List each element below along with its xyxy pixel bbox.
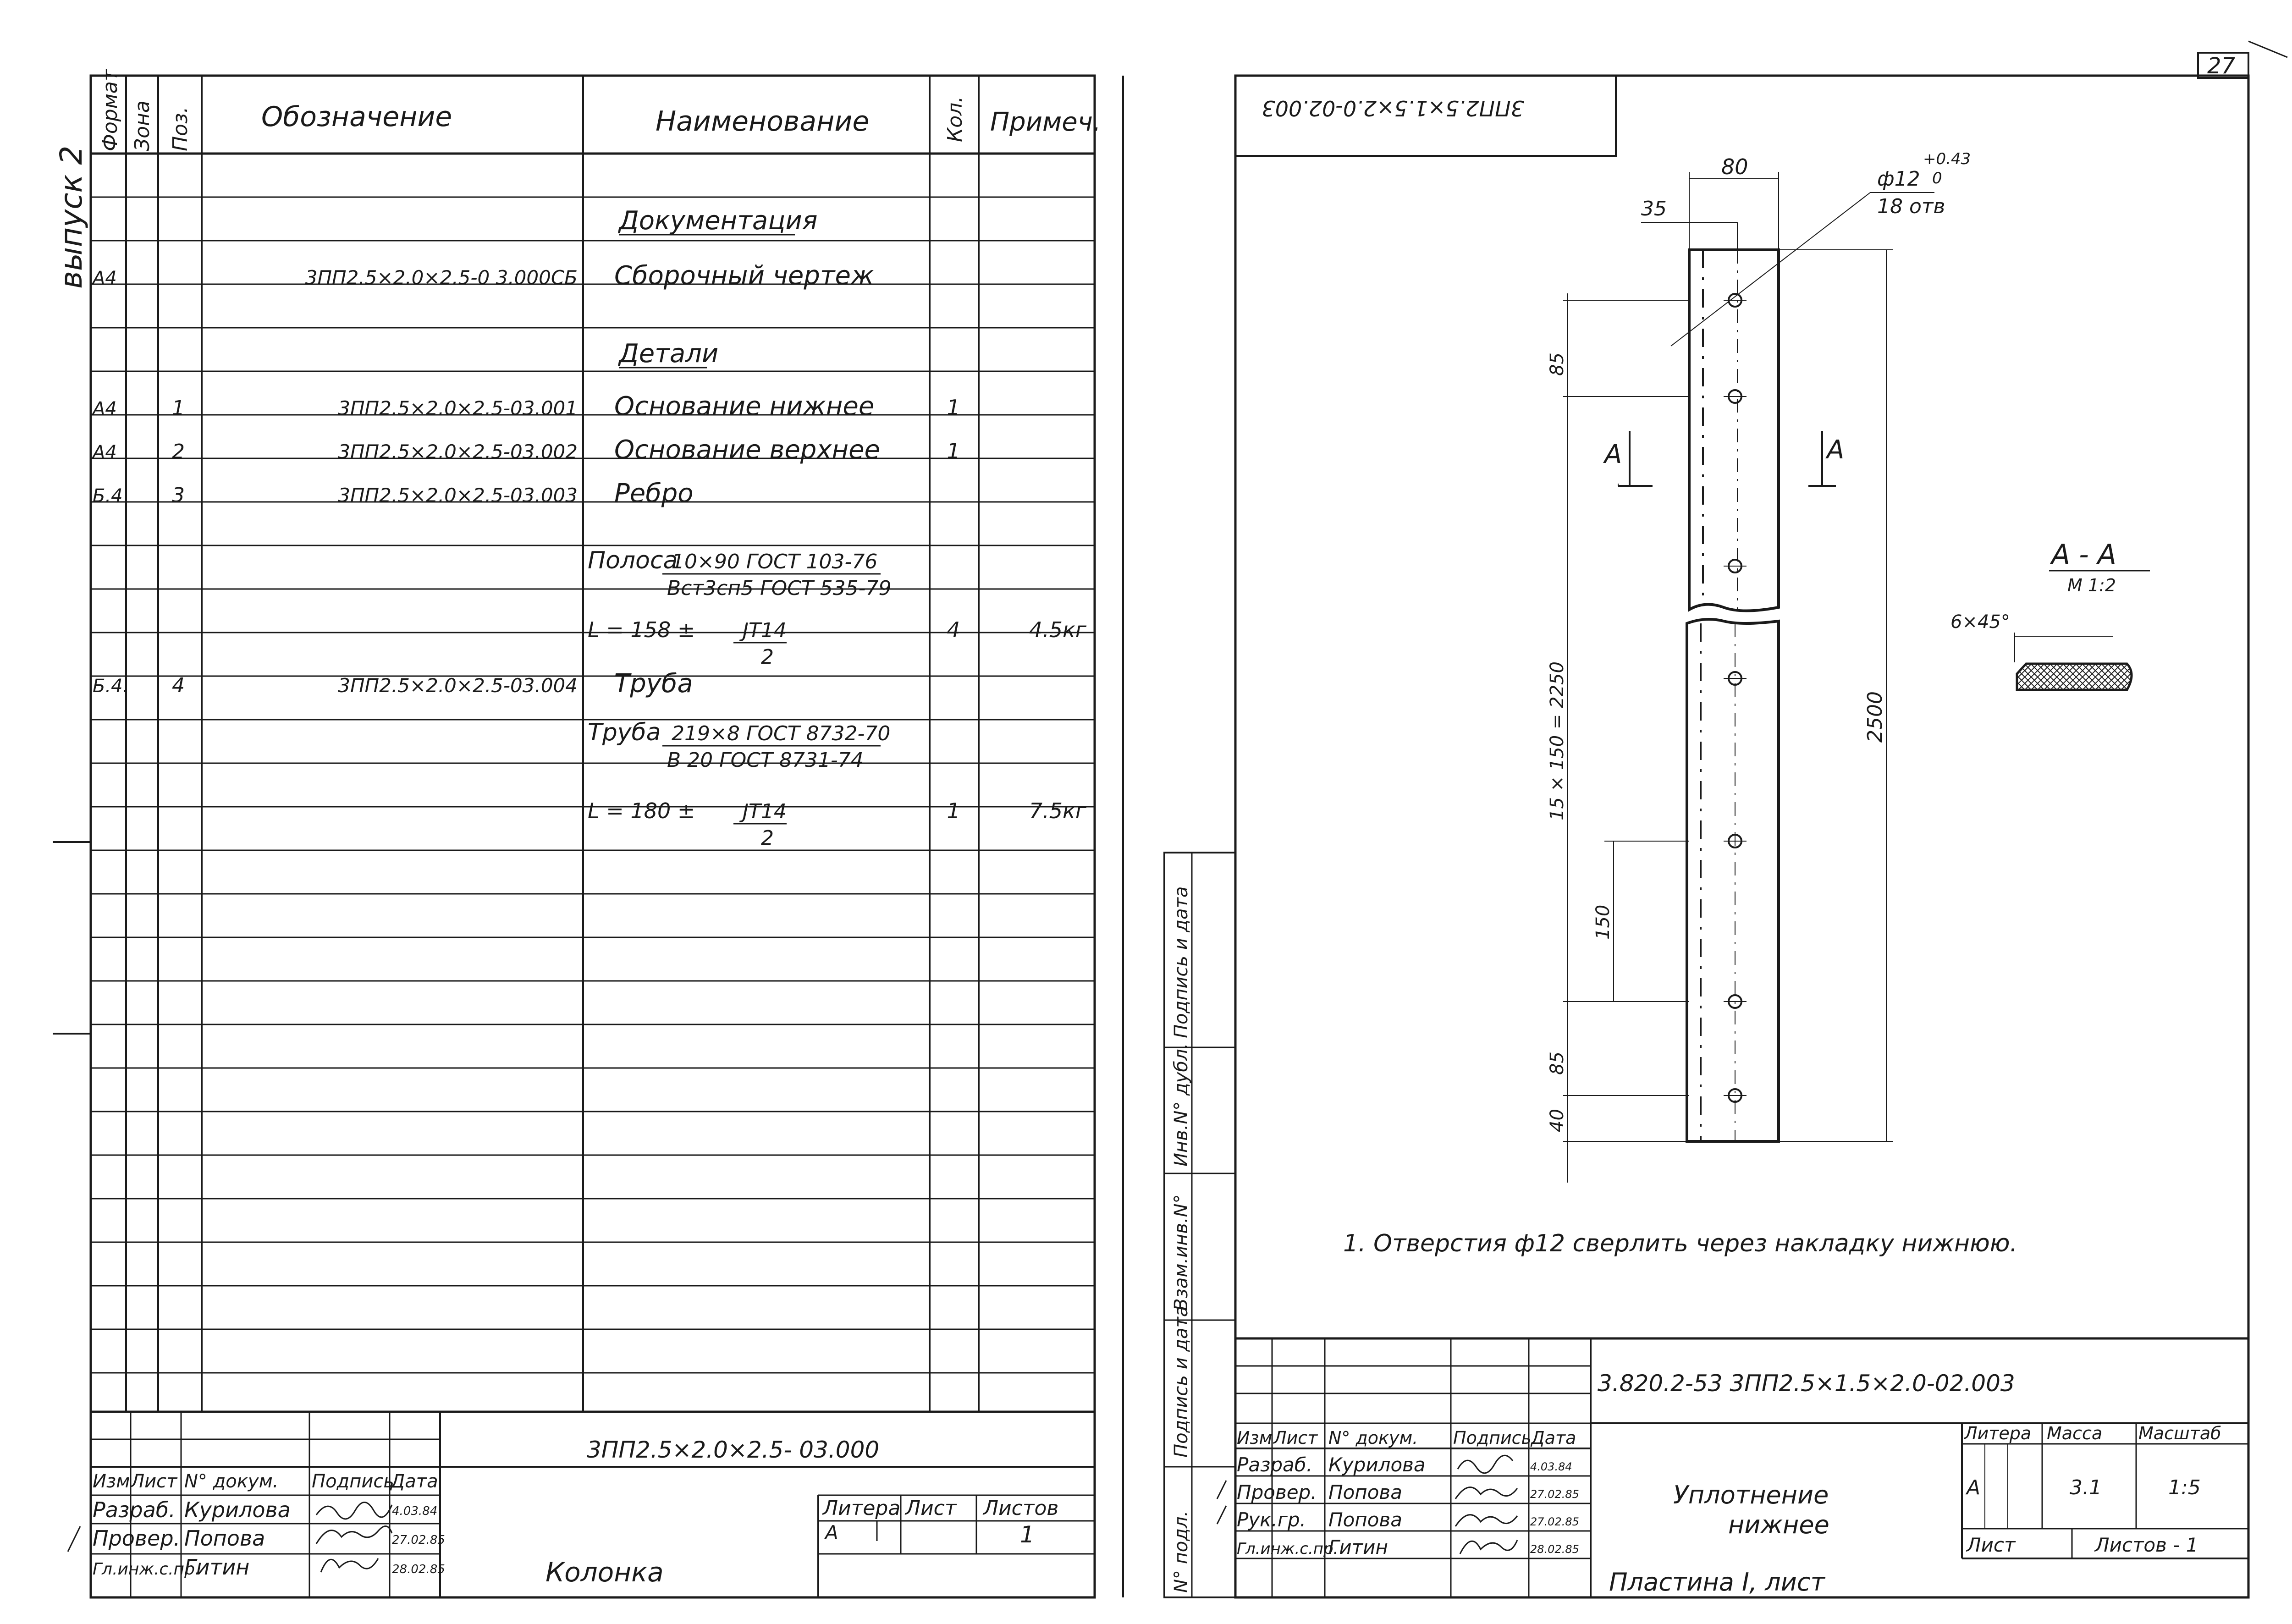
dim-pitch: 150 bbox=[1592, 904, 1614, 940]
cell-designation: 3ПП2.5×2.0×2.5-03.003 bbox=[338, 484, 578, 506]
spec-row bbox=[91, 391, 960, 421]
left-doc-code: 3ПП2.5×2.0×2.5- 03.000 bbox=[587, 1437, 880, 1463]
left-frame bbox=[91, 76, 1095, 1597]
cell-name-prefix: L = 180 ± bbox=[588, 798, 695, 823]
right-title-line2: нижнее bbox=[1728, 1510, 1829, 1539]
r-date-chief: 28.02.85 bbox=[1530, 1543, 1579, 1556]
cell-name: Сборочный чертеж bbox=[614, 261, 874, 291]
r-name-chief: Гитин bbox=[1328, 1536, 1388, 1558]
left-litera-value: А bbox=[825, 1521, 838, 1544]
date-chief-engineer: 28.02.85 bbox=[392, 1563, 445, 1576]
cell-name-prefix: Труба bbox=[588, 719, 661, 746]
date-developer: 4.03.84 bbox=[392, 1504, 438, 1518]
cell-designation: 3ПП2.5×2.0×2.5-0 3.000СБ bbox=[305, 266, 578, 289]
spec-row bbox=[588, 617, 1087, 669]
side-label-repl-inv: Взам.инв.N° bbox=[1171, 1194, 1192, 1311]
signature-developer bbox=[316, 1503, 392, 1519]
fraction-bottom: Вст3сп5 ГОСТ 535-79 bbox=[667, 577, 892, 600]
r-role-developer: Разраб. bbox=[1237, 1453, 1313, 1476]
left-title: Колонка bbox=[545, 1557, 664, 1588]
side-label-dup-inv: Инв.N° дубл. bbox=[1171, 1043, 1192, 1167]
label-litera: Литера bbox=[823, 1497, 901, 1520]
r-label-date: Дата bbox=[1531, 1428, 1576, 1448]
cell-position: 4 bbox=[172, 674, 185, 697]
cell-qty: 4 bbox=[947, 617, 960, 642]
left-title-block bbox=[68, 1412, 1095, 1597]
label-list: Лист bbox=[131, 1471, 177, 1492]
cell-note: 7.5кг bbox=[1029, 798, 1086, 823]
holes bbox=[1724, 294, 1747, 1102]
r-label-doc-num: N° докум. bbox=[1328, 1428, 1418, 1448]
dim-top-offset: 85 bbox=[1547, 352, 1568, 376]
r-label-scale: Масштаб bbox=[2138, 1423, 2221, 1443]
side-label-issue: выпуск 2 bbox=[54, 145, 89, 289]
side-label-orig-inv: N° подл. bbox=[1171, 1510, 1192, 1593]
cell-designation: 3ПП2.5×2.0×2.5-03.002 bbox=[338, 440, 578, 463]
side-label-sign-date-1: Подпись и дата bbox=[1171, 886, 1192, 1038]
cell-qty: 1 bbox=[947, 439, 960, 463]
date-checker: 27.02.85 bbox=[392, 1533, 445, 1547]
header-note: Примеч. bbox=[990, 107, 1101, 137]
mirrored-stamp-code: 3ПП2.5×1.5×2.0-02.003 bbox=[1262, 96, 1524, 121]
cell-name: Детали bbox=[619, 339, 719, 369]
r-label-izm: Изм bbox=[1237, 1428, 1273, 1448]
r-role-chief: Гл.инж.с.пр. bbox=[1237, 1540, 1339, 1558]
header-zone: Зона bbox=[131, 100, 154, 151]
spec-row bbox=[93, 669, 693, 699]
cell-qty: 1 bbox=[947, 798, 960, 823]
cell-format: А4 bbox=[93, 442, 117, 463]
cell-name-prefix: L = 158 ± bbox=[588, 617, 695, 642]
r-date-developer: 4.03.84 bbox=[1530, 1460, 1572, 1473]
r-litera-value: А bbox=[1967, 1476, 1981, 1499]
label-signature: Подпись bbox=[312, 1471, 394, 1492]
section-mark-left: А bbox=[1604, 440, 1622, 469]
cell-qty: 1 bbox=[947, 395, 960, 420]
cell-position: 2 bbox=[172, 440, 185, 463]
fraction-top: JT14 bbox=[743, 800, 787, 823]
role-checker: Провер. bbox=[93, 1526, 181, 1551]
dim-bottom-edge: 40 bbox=[1547, 1109, 1568, 1132]
r-label-mass: Масса bbox=[2047, 1423, 2103, 1443]
r-role-group-lead: Рук.гр. bbox=[1237, 1508, 1306, 1531]
right-frame bbox=[1235, 76, 2248, 1597]
cell-name: Труба bbox=[614, 669, 693, 699]
drawing-note: 1. Отверстия ф12 сверлить через накладку нижнюю. bbox=[1343, 1230, 2018, 1257]
spec-row bbox=[91, 435, 960, 465]
spec-row bbox=[617, 206, 817, 236]
left-sheet bbox=[53, 69, 1101, 1597]
r-label-sheets: Листов - 1 bbox=[2095, 1534, 2198, 1556]
header-name: Наименование bbox=[656, 105, 870, 138]
r-name-group-lead: Попова bbox=[1328, 1508, 1402, 1531]
r-signature-group-lead bbox=[1455, 1515, 1517, 1526]
dim-width: 80 bbox=[1721, 154, 1748, 179]
right-subtitle: Пластина I, лист bbox=[1609, 1568, 1825, 1596]
fraction-top: 219×8 ГОСТ 8732-70 bbox=[672, 722, 891, 745]
name-checker: Попова bbox=[184, 1526, 265, 1551]
label-sheet: Лист bbox=[905, 1497, 957, 1520]
dim-pitch-total: 15 × 150 = 2250 bbox=[1547, 661, 1568, 820]
cell-name: Основание верхнее bbox=[614, 435, 880, 465]
right-side-stamp bbox=[1164, 853, 1235, 1597]
r-mass-value: 3.1 bbox=[2070, 1476, 2102, 1499]
dim-bottom-offset: 85 bbox=[1547, 1051, 1568, 1075]
r-label-sheet: Лист bbox=[1967, 1534, 2016, 1556]
cell-format: Б.4. bbox=[93, 676, 129, 697]
header-qty: Кол. bbox=[943, 96, 967, 142]
role-chief-engineer: Гл.инж.с.пр. bbox=[93, 1560, 200, 1579]
dim-hole-count: 18 отв bbox=[1877, 195, 1945, 218]
cell-designation: 3ПП2.5×2.0×2.5-03.004 bbox=[338, 674, 578, 697]
section-profile bbox=[2017, 664, 2132, 690]
cell-format: А4 bbox=[93, 398, 117, 419]
right-doc-code: 3.820.2-53 3ПП2.5×1.5×2.0-02.003 bbox=[1598, 1370, 2015, 1397]
spec-row bbox=[588, 719, 890, 772]
r-label-list: Лист bbox=[1273, 1428, 1318, 1448]
r-label-litera: Литера bbox=[1964, 1423, 2032, 1443]
dim-hole-tol-zero: 0 bbox=[1932, 169, 1942, 187]
label-date: Дата bbox=[391, 1471, 438, 1492]
name-chief-engineer: Гитин bbox=[184, 1555, 250, 1580]
name-developer: Курилова bbox=[184, 1497, 291, 1522]
left-sheets-value: 1 bbox=[1020, 1521, 1035, 1548]
section-mark-right: А bbox=[1827, 435, 1845, 465]
r-signature-chief bbox=[1460, 1540, 1517, 1554]
r-name-checker: Попова bbox=[1328, 1481, 1402, 1503]
sheet-number: 27 bbox=[2207, 53, 2236, 79]
chamfer-label: 6×45° bbox=[1950, 611, 2010, 633]
r-scale-value: 1:5 bbox=[2168, 1476, 2201, 1499]
r-role-checker: Провер. bbox=[1237, 1481, 1317, 1503]
cell-position: 1 bbox=[172, 396, 185, 420]
fraction-bottom: 2 bbox=[761, 645, 774, 669]
cell-format: Б.4 bbox=[93, 485, 123, 506]
section-title: А - А bbox=[2051, 539, 2116, 571]
fraction-top: JT14 bbox=[743, 619, 787, 642]
cell-designation: 3ПП2.5×2.0×2.5-03.001 bbox=[338, 397, 578, 419]
spec-row bbox=[93, 479, 694, 508]
dim-hole: ф12 bbox=[1877, 167, 1920, 191]
label-sheets: Листов bbox=[983, 1497, 1059, 1520]
cell-format: А4 bbox=[93, 268, 117, 289]
signature-checker bbox=[316, 1526, 392, 1544]
header-format: Формат bbox=[99, 69, 122, 151]
dim-hole-tol-plus: +0.43 bbox=[1923, 150, 1971, 168]
r-signature-developer bbox=[1458, 1455, 1513, 1473]
spec-rows bbox=[91, 206, 1087, 850]
right-title-block bbox=[1217, 1338, 2248, 1597]
fraction-top: 10×90 ГОСТ 103-76 bbox=[672, 550, 878, 573]
fraction-bottom: 2 bbox=[761, 826, 774, 850]
cell-name: Документация bbox=[619, 206, 818, 236]
spec-row bbox=[617, 339, 718, 369]
label-doc-num: N° докум. bbox=[184, 1471, 279, 1492]
cell-position: 3 bbox=[172, 484, 185, 507]
header-pos: Поз. bbox=[169, 106, 192, 151]
header-designation: Обозначение bbox=[261, 101, 452, 133]
r-signature-checker bbox=[1455, 1487, 1517, 1499]
r-date-checker: 27.02.85 bbox=[1530, 1488, 1579, 1501]
section-scale: М 1:2 bbox=[2067, 575, 2116, 595]
dim-length: 2500 bbox=[1863, 691, 1887, 743]
cell-name: Ребро bbox=[614, 479, 694, 508]
cell-note: 4.5кг bbox=[1029, 617, 1086, 642]
right-sheet bbox=[1164, 41, 2287, 1597]
cell-name-prefix: Полоса bbox=[588, 547, 678, 574]
signature-chief bbox=[321, 1558, 378, 1572]
plate-drawing bbox=[1343, 150, 2150, 1257]
r-name-developer: Курилова bbox=[1328, 1453, 1426, 1476]
cell-name: Основание нижнее bbox=[614, 391, 875, 421]
r-date-group-lead: 27.02.85 bbox=[1530, 1515, 1579, 1528]
right-title-line1: Уплотнение bbox=[1673, 1481, 1829, 1509]
dim-edge: 35 bbox=[1641, 197, 1667, 220]
side-label-sign-date-2: Подпись и дата bbox=[1171, 1305, 1192, 1458]
fraction-bottom: В 20 ГОСТ 8731-74 bbox=[667, 749, 864, 772]
label-izm: Изм bbox=[93, 1471, 130, 1492]
role-developer: Разраб. bbox=[93, 1497, 176, 1522]
r-label-signature: Подпись bbox=[1453, 1428, 1532, 1448]
spec-row bbox=[91, 261, 874, 291]
spec-row bbox=[588, 547, 892, 600]
